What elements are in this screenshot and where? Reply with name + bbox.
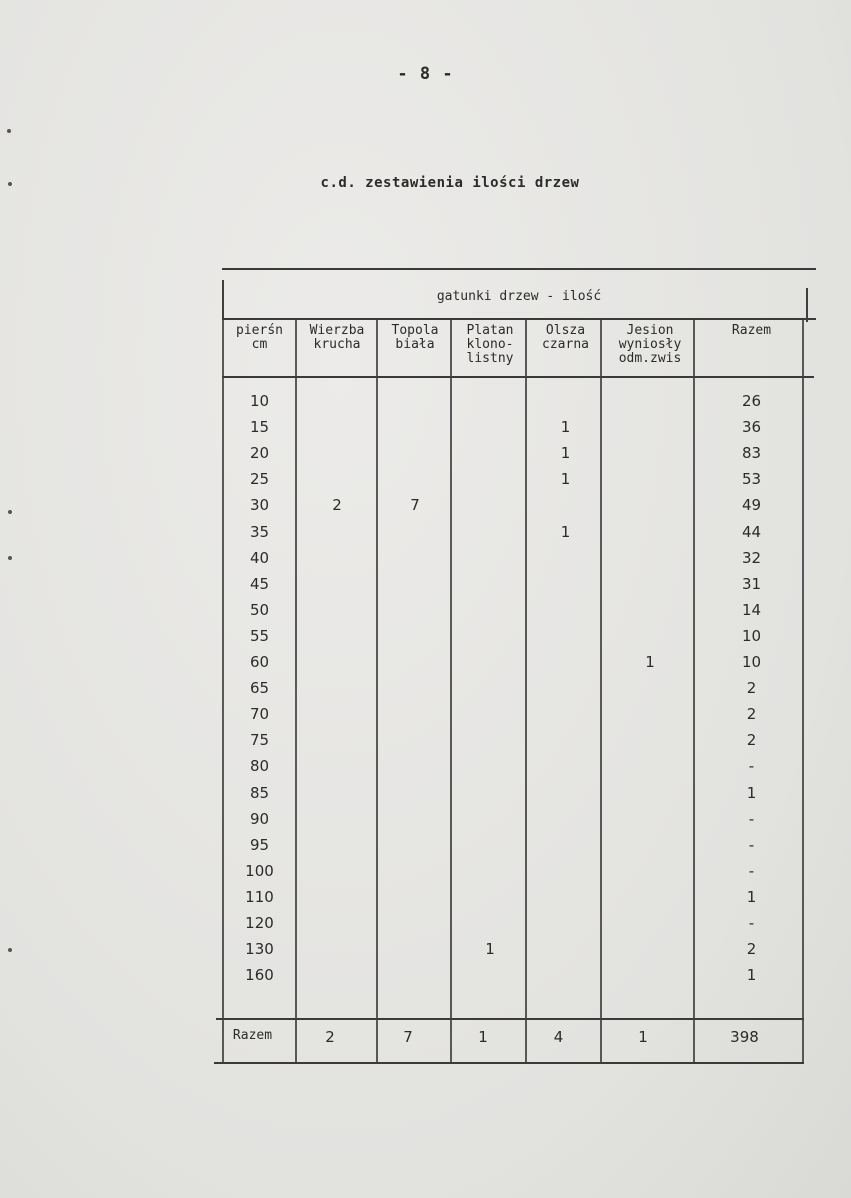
column-header-line2: krucha (313, 337, 361, 352)
cell-diameter: 160 (245, 966, 274, 985)
cell-razem: - (748, 809, 755, 828)
column-header-line3 (698, 352, 805, 366)
rule-top (222, 268, 816, 270)
column-header-line2: wyniosły (618, 337, 682, 352)
cell-diameter: 100 (245, 861, 274, 880)
column-header (529, 324, 602, 366)
cell-razem: 2 (746, 679, 757, 698)
cell-diameter: 85 (249, 783, 270, 802)
border-right (806, 288, 808, 322)
rule-above-total (216, 1018, 804, 1020)
cell-razem: 31 (741, 574, 762, 593)
cell-diameter: 110 (245, 887, 274, 906)
cell-diameter: 80 (249, 757, 270, 776)
page-number: - 8 - (397, 64, 454, 84)
total-label: Razem (232, 1028, 273, 1043)
column-header-line3: odm.zwis (618, 351, 682, 366)
cell-razem: 83 (741, 444, 762, 463)
cell-razem: 26 (741, 392, 762, 410)
cell-olsza: 1 (560, 444, 571, 463)
total-platan: 1 (478, 1028, 488, 1046)
total-wierzba: 2 (325, 1028, 335, 1046)
column-header-line2 (698, 338, 805, 352)
total-razem: 398 (730, 1028, 759, 1046)
cell-jesion: 1 (645, 653, 655, 671)
column-header-line2: cm (251, 337, 268, 352)
group-header: gatunki drzew - ilość (436, 289, 602, 304)
cell-razem: 36 (741, 418, 762, 437)
page-title: c.d. zestawienia ilości drzew (320, 175, 580, 191)
cell-razem: 2 (746, 705, 757, 724)
column-separator (376, 320, 378, 1062)
cell-diameter: 55 (249, 626, 270, 645)
cell-diameter: 25 (249, 470, 270, 489)
cell-razem: 32 (741, 548, 762, 567)
punch-hole-mark (8, 510, 12, 514)
column-header-line1: Razem (731, 323, 772, 338)
punch-hole-mark (7, 129, 11, 133)
cell-topola: 7 (410, 496, 420, 515)
cell-olsza: 1 (560, 470, 571, 489)
column-header-line1: pierśn (236, 323, 283, 338)
column-header (224, 324, 295, 366)
cell-diameter: 35 (249, 522, 270, 541)
cell-wierzba: 2 (332, 496, 342, 515)
column-header-line3: listny (466, 351, 514, 366)
column-separator (450, 320, 452, 1062)
cell-razem: - (748, 835, 755, 854)
cell-razem: 49 (741, 496, 762, 515)
column-header-line3 (379, 352, 451, 366)
column-header-line1: Topola (391, 323, 439, 338)
column-header-line2: klono- (466, 337, 514, 352)
cell-razem: 2 (746, 940, 757, 959)
cell-razem: - (748, 861, 755, 880)
cell-razem: 1 (746, 887, 757, 906)
cell-olsza: 1 (560, 418, 571, 437)
cell-razem: - (748, 914, 755, 932)
rule-below-group (222, 318, 816, 320)
column-header (297, 324, 377, 366)
cell-diameter: 40 (249, 548, 270, 567)
rule-bottom (214, 1062, 804, 1064)
cell-diameter: 120 (245, 914, 274, 932)
cell-diameter: 75 (249, 731, 270, 750)
column-separator (693, 320, 695, 1062)
column-header-line1: Olsza (545, 323, 586, 338)
cell-platan: 1 (485, 940, 495, 959)
cell-razem: 44 (741, 522, 762, 541)
cell-diameter: 50 (249, 600, 270, 619)
column-header (453, 324, 527, 366)
column-header-line2: biała (395, 337, 435, 352)
cell-diameter: 60 (249, 653, 270, 671)
cell-diameter: 65 (249, 679, 270, 698)
cell-diameter: 90 (249, 809, 270, 828)
cell-razem: 2 (746, 731, 757, 750)
cell-razem: 14 (741, 600, 762, 619)
cell-olsza: 1 (560, 522, 571, 541)
cell-diameter: 10 (249, 392, 270, 410)
column-header (379, 324, 451, 366)
column-header-line3 (297, 352, 377, 366)
tree-count-table (222, 268, 816, 1068)
cell-diameter: 130 (245, 940, 274, 959)
cell-diameter: 70 (249, 705, 270, 724)
cell-diameter: 20 (249, 444, 270, 463)
column-header-line1: Platan (466, 323, 514, 338)
column-header-line2: czarna (542, 337, 589, 352)
cell-razem: 10 (741, 653, 762, 671)
cell-diameter: 95 (249, 835, 270, 854)
cell-razem: 1 (746, 966, 757, 985)
rule-below-header (222, 376, 814, 378)
total-jesion: 1 (638, 1028, 648, 1046)
column-header-line1: Jesion (626, 323, 674, 338)
column-header-line3 (224, 352, 295, 366)
column-header (604, 324, 696, 366)
column-header-line3 (529, 352, 602, 366)
cell-diameter: 45 (249, 574, 270, 593)
cell-razem: 53 (741, 470, 762, 489)
punch-hole-mark (8, 948, 12, 952)
cell-diameter: 30 (249, 496, 270, 515)
total-topola: 7 (403, 1028, 413, 1046)
cell-razem: 10 (741, 626, 762, 645)
cell-diameter: 15 (249, 418, 270, 437)
column-header (698, 324, 805, 366)
punch-hole-mark (8, 556, 12, 560)
column-header-line1: Wierzba (309, 323, 365, 338)
total-olsza: 4 (553, 1028, 564, 1046)
border-left (222, 280, 224, 318)
cell-razem: - (748, 757, 755, 776)
cell-razem: 1 (746, 783, 757, 802)
